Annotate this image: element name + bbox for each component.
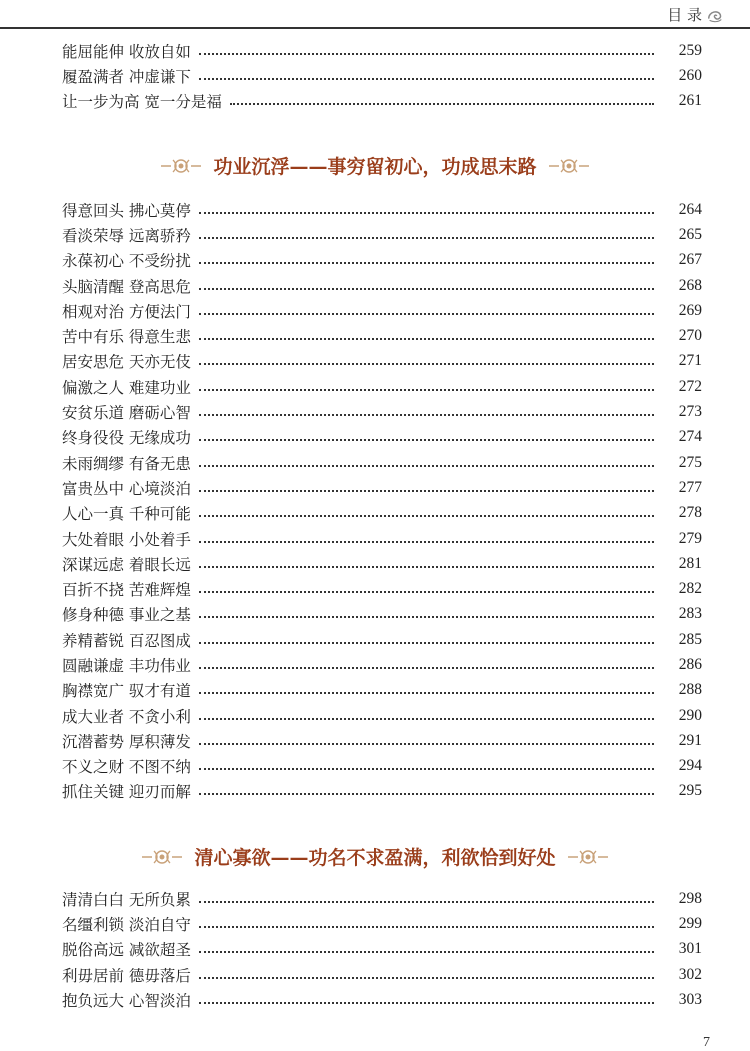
- entry-title: 名缰利锁 淡泊自守: [62, 915, 191, 934]
- toc-entry[interactable]: [62, 197, 702, 222]
- dot-leader: [199, 237, 654, 239]
- entry-page: 285: [678, 630, 702, 648]
- entry-page: 291: [678, 731, 702, 749]
- dot-leader: [199, 743, 654, 745]
- entry-title: 养精蓄锐 百忍图成: [62, 631, 191, 650]
- toc-group-2: [62, 197, 702, 804]
- entry-title: 能屈能伸 收放自如: [62, 42, 191, 61]
- toc-entry[interactable]: [62, 501, 702, 526]
- toc-entry[interactable]: [62, 222, 702, 247]
- entry-page: 295: [678, 782, 702, 800]
- toc-entry[interactable]: [62, 911, 702, 936]
- dot-leader: [199, 414, 654, 416]
- entry-page: 260: [678, 66, 702, 84]
- dot-leader: [199, 616, 654, 618]
- toc-entry[interactable]: [62, 551, 702, 576]
- entry-title: 人心一真 千种可能: [62, 505, 191, 524]
- entry-title: 看淡荣辱 远离骄矜: [62, 226, 191, 245]
- running-header: [667, 4, 724, 25]
- dot-leader: [199, 490, 654, 492]
- dot-leader: [199, 1002, 654, 1004]
- entry-page: 279: [678, 529, 702, 547]
- entry-page: 303: [678, 990, 702, 1008]
- toc-entry[interactable]: [62, 576, 702, 601]
- dot-leader: [199, 212, 654, 214]
- entry-title: 让一步为高 宽一分是福: [62, 93, 222, 112]
- dot-leader: [199, 667, 654, 669]
- entry-page: 264: [678, 200, 702, 218]
- dot-leader: [199, 439, 654, 441]
- floral-ornament-icon: [159, 156, 203, 176]
- entry-page: 301: [678, 940, 702, 958]
- entry-page: 259: [678, 41, 702, 59]
- entry-page: 298: [678, 889, 702, 907]
- page-number: 7: [703, 1035, 710, 1050]
- entry-title: 安贫乐道 磨砺心智: [62, 404, 191, 423]
- toc-entry[interactable]: [62, 89, 702, 114]
- entry-page: 275: [678, 453, 702, 471]
- dot-leader: [199, 591, 654, 593]
- entry-title: 相观对治 方便法门: [62, 302, 191, 321]
- entry-title: 清清白白 无所负累: [62, 890, 191, 909]
- entry-title: 抓住关键 迎刃而解: [62, 783, 191, 802]
- dot-leader: [230, 103, 654, 105]
- toc-entry[interactable]: [62, 273, 702, 298]
- dot-leader: [199, 78, 654, 80]
- entry-title: 得意回头 拂心莫停: [62, 201, 191, 220]
- entry-page: 278: [678, 504, 702, 522]
- toc-group-3: [62, 886, 702, 1012]
- entry-title: 圆融谦虚 丰功伟业: [62, 656, 191, 675]
- section-heading-1: [0, 152, 750, 179]
- dot-leader: [199, 977, 654, 979]
- section-heading-2: [0, 843, 750, 870]
- toc-entry[interactable]: [62, 754, 702, 779]
- dot-leader: [199, 541, 654, 543]
- entry-page: 271: [678, 352, 702, 370]
- entry-page: 270: [678, 327, 702, 345]
- entry-title: 终身役役 无缘成功: [62, 429, 191, 448]
- dot-leader: [199, 363, 654, 365]
- entry-title: 苦中有乐 得意生悲: [62, 328, 191, 347]
- entry-title: 富贵丛中 心境淡泊: [62, 479, 191, 498]
- entry-title: 未雨绸缪 有备无患: [62, 454, 191, 473]
- toc-entry[interactable]: [62, 374, 702, 399]
- entry-title: 偏激之人 难建功业: [62, 378, 191, 397]
- entry-page: 281: [678, 554, 702, 572]
- toc-entry[interactable]: [62, 728, 702, 753]
- entry-page: 294: [678, 757, 702, 775]
- dot-leader: [199, 53, 654, 55]
- dot-leader: [199, 389, 654, 391]
- dot-leader: [199, 793, 654, 795]
- entry-page: 299: [678, 914, 702, 932]
- entry-page: 269: [678, 301, 702, 319]
- entry-title: 头脑清醒 登高思危: [62, 277, 191, 296]
- entry-title: 大处着眼 小处着手: [62, 530, 191, 549]
- dot-leader: [199, 515, 654, 517]
- toc-entry[interactable]: [62, 349, 702, 374]
- entry-title: 居安思危 天亦无伎: [62, 353, 191, 372]
- toc-entry[interactable]: [62, 475, 702, 500]
- entry-title: 抱负远大 心智淡泊: [62, 991, 191, 1010]
- entry-title: 履盈满者 冲虚谦下: [62, 67, 191, 86]
- toc-entry[interactable]: [62, 450, 702, 475]
- header-title: 目 录: [667, 6, 702, 24]
- floral-ornament-icon: [547, 156, 591, 176]
- entry-page: 274: [678, 428, 702, 446]
- dot-leader: [199, 465, 654, 467]
- entry-title: 不义之财 不图不纳: [62, 758, 191, 777]
- toc-entry[interactable]: [62, 987, 702, 1012]
- entry-page: 302: [678, 965, 702, 983]
- toc-entry[interactable]: [62, 627, 702, 652]
- entry-page: 273: [678, 403, 702, 421]
- toc-entry[interactable]: [62, 63, 702, 88]
- toc-entry[interactable]: [62, 425, 702, 450]
- dot-leader: [199, 768, 654, 770]
- toc-entry[interactable]: [62, 962, 702, 987]
- entry-page: 290: [678, 706, 702, 724]
- entry-title: 深谋远虑 着眼长远: [62, 555, 191, 574]
- floral-ornament-icon: [566, 847, 610, 867]
- dot-leader: [199, 288, 654, 290]
- toc-entry[interactable]: [62, 678, 702, 703]
- dot-leader: [199, 642, 654, 644]
- entry-title: 成大业者 不贪小利: [62, 707, 191, 726]
- dot-leader: [199, 926, 654, 928]
- header-rule: [0, 27, 750, 29]
- entry-title: 脱俗高远 减欲超圣: [62, 941, 191, 960]
- entry-page: 272: [678, 377, 702, 395]
- entry-title: 修身种德 事业之基: [62, 606, 191, 625]
- toc-entry[interactable]: [62, 526, 702, 551]
- floral-ornament-icon: [140, 847, 184, 867]
- toc-entry[interactable]: [62, 602, 702, 627]
- entry-title: 沉潜蓄势 厚积薄发: [62, 732, 191, 751]
- toc-entry[interactable]: [62, 779, 702, 804]
- section-title: 功业沉浮——事穷留初心，功成思末路: [213, 156, 537, 178]
- entry-page: 261: [678, 92, 702, 110]
- dot-leader: [199, 566, 654, 568]
- toc-entry[interactable]: [62, 323, 702, 348]
- toc-entry[interactable]: [62, 248, 702, 273]
- dot-leader: [199, 338, 654, 340]
- toc-entry[interactable]: [62, 399, 702, 424]
- toc-entry[interactable]: [62, 886, 702, 911]
- entry-title: 永葆初心 不受纷扰: [62, 252, 191, 271]
- entry-title: 利毋居前 德毋落后: [62, 966, 191, 985]
- entry-page: 268: [678, 276, 702, 294]
- entry-page: 286: [678, 655, 702, 673]
- dot-leader: [199, 692, 654, 694]
- toc-entry[interactable]: [62, 298, 702, 323]
- toc-entry[interactable]: [62, 38, 702, 63]
- dot-leader: [199, 262, 654, 264]
- entry-title: 百折不挠 苦难辉煌: [62, 581, 191, 600]
- entry-page: 282: [678, 580, 702, 598]
- entry-page: 288: [678, 681, 702, 699]
- entry-page: 267: [678, 251, 702, 269]
- toc-entry[interactable]: [62, 652, 702, 677]
- entry-page: 277: [678, 478, 702, 496]
- toc-group-1: [62, 38, 702, 114]
- toc-entry[interactable]: [62, 703, 702, 728]
- toc-entry[interactable]: [62, 937, 702, 962]
- entry-title: 胸襟宽广 驭才有道: [62, 682, 191, 701]
- section-title: 清心寡欲——功名不求盈满，利欲恰到好处: [194, 847, 556, 869]
- dot-leader: [199, 718, 654, 720]
- dot-leader: [199, 901, 654, 903]
- swirl-ornament-icon: [706, 6, 724, 24]
- dot-leader: [199, 313, 654, 315]
- entry-page: 283: [678, 605, 702, 623]
- entry-page: 265: [678, 225, 702, 243]
- dot-leader: [199, 951, 654, 953]
